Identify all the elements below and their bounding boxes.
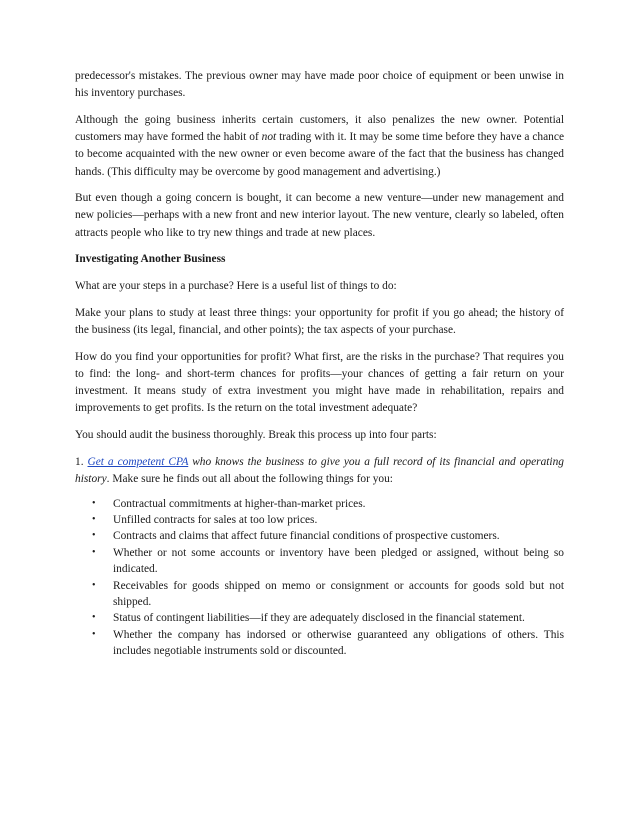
bullet-icon: • (92, 612, 96, 624)
step-number: 1. (75, 455, 88, 468)
list-item (75, 545, 564, 578)
list-item-text: Whether the company has indorsed or otherwise guaranteed any obligations of others. This includes negotiable instruments sold or discounted. (113, 628, 564, 658)
document-page (75, 68, 564, 660)
list-item (75, 512, 564, 528)
list-item-text: Unfilled contracts for sales at too low prices. (113, 513, 318, 526)
paragraph-going-business (75, 112, 564, 181)
paragraph-steps: What are your steps in a purchase? Here is a useful list of things to do: (75, 280, 397, 293)
step1-italic-text: who knows the business to give you a full record of its financial and operating history (75, 455, 564, 485)
para2-emphasis: not (261, 131, 277, 144)
step1-text: . Make sure he finds out all about the following things for you: (106, 472, 393, 485)
list-item-text: Receivables for goods shipped on memo or consignment or accounts for goods sold but not shipped. (113, 579, 564, 608)
paragraph-profit: How do you find your opportunities for profit? What first, are the risks in the purchase? That requires you to find: the long- and short-term chances for profits—your chances of getting a fair return on your investment. It means study of extra investment you might have made in rehabilitation, repairs and improvements to get profits. Is the return on the total investment adequate? (75, 350, 564, 415)
para2-text-start: Although the going business inherits certain customers, it also penalizes the new owner. Potential customers may have formed the habit of (75, 113, 564, 144)
paragraph-predecessor: predecessor's mistakes. The previous owner may have made poor choice of equipment or been unwise in his inventory purchases. (75, 70, 564, 100)
paragraph-new-venture: But even though a going concern is bought, it can become a new venture—under new management and new policies—perhaps with a new front and new interior layout. The new venture, clearly so labeled, often attracts people who like to try new things and trade at new places. (75, 192, 564, 239)
cpa-link[interactable]: Get a competent CPA (87, 455, 189, 468)
audit-checklist (75, 496, 564, 660)
list-item (75, 610, 564, 626)
list-item (75, 528, 564, 544)
paragraph-step-1 (75, 454, 564, 488)
list-item-text: Status of contingent liabilities—if they are adequately disclosed in the financial statement. (113, 612, 525, 625)
list-item (75, 627, 564, 660)
list-item-text: Contractual commitments at higher-than-market prices. (113, 497, 366, 510)
paragraph-plans: Make your plans to study at least three things: your opportunity for profit if you go ahead; the history of the business (its legal, financial, and other points); the tax aspects of your purchase. (75, 306, 564, 336)
bullet-icon: • (92, 513, 96, 525)
list-item-text: Whether or not some accounts or inventory have been pledged or assigned, without being so indicated. (113, 546, 564, 576)
bullet-icon: • (92, 579, 96, 591)
bullet-icon: • (92, 628, 96, 640)
list-item-text: Contracts and claims that affect future financial conditions of prospective customers. (113, 530, 500, 543)
bullet-icon: • (92, 546, 96, 558)
paragraph-audit: You should audit the business thoroughly. Break this process up into four parts: (75, 428, 437, 441)
list-item (75, 578, 564, 611)
bullet-icon: • (92, 530, 96, 542)
section-heading: Investigating Another Business (75, 253, 226, 266)
para2-text-end: trading with it. It may be some time before they have a chance to become acquainted with the new owner or even become aware of the fact that the business has changed hands. (This difficulty may be overcome by good management and advertising.) (75, 131, 564, 178)
bullet-icon: • (92, 497, 96, 509)
list-item (75, 496, 564, 512)
